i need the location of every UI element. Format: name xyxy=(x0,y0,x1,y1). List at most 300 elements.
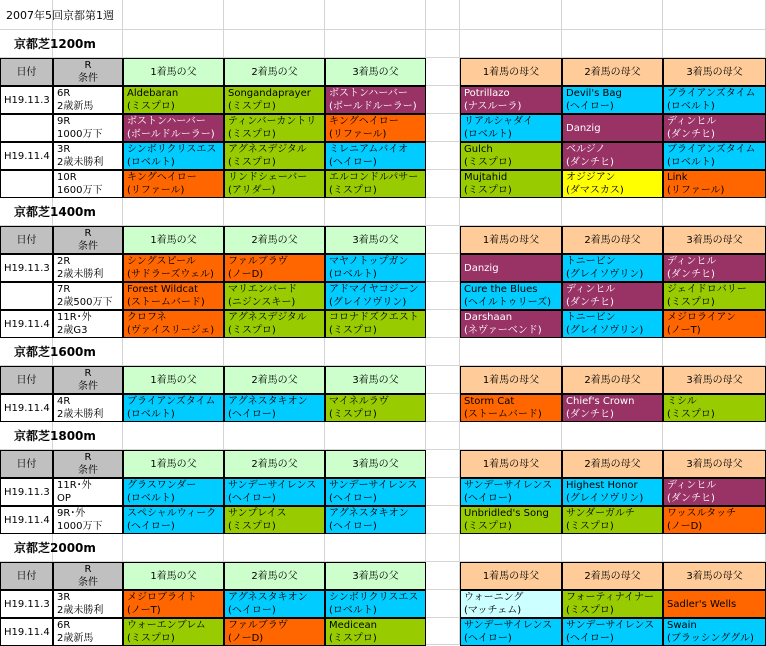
sire-line: (ロベルト) xyxy=(127,493,175,504)
sire-line: (ロベルト) xyxy=(127,157,175,168)
header-sire-2 xyxy=(224,366,325,394)
dam-sire-cell-2 xyxy=(562,618,663,646)
header-race-label: R xyxy=(84,452,92,463)
race-condition-text: 2歳新馬 xyxy=(57,633,94,644)
dam-sire-cell-1 xyxy=(460,478,562,506)
dam-sire-cell-3 xyxy=(663,618,766,646)
header-sire-3 xyxy=(325,450,426,478)
dam-sire-line: (ミスプロ) xyxy=(667,297,715,308)
sire-cell-1 xyxy=(123,310,224,338)
dam-sire-line: (ダンチヒ) xyxy=(566,409,614,420)
sire-line: (ミスプロ) xyxy=(228,157,276,168)
grid-cell[interactable] xyxy=(224,534,325,562)
race-number xyxy=(53,282,123,310)
race-condition-text: 1000万下 xyxy=(57,129,103,140)
race-number xyxy=(53,86,123,114)
dam-sire-name: Highest Honor xyxy=(566,480,638,491)
dam-sire-line: (ノーD) xyxy=(667,521,703,532)
grid-cell[interactable] xyxy=(426,282,460,310)
sire-line: (ミスプロ) xyxy=(127,633,175,644)
sire-line: (ニジンスキー) xyxy=(228,297,296,308)
dam-sire-cell-1 xyxy=(460,254,562,282)
sire-cell-2 xyxy=(224,310,325,338)
header-sire-label: 1着馬の父 xyxy=(150,66,197,78)
dam-sire-name: フォーティナイナー xyxy=(566,592,654,603)
sire-cell-2 xyxy=(224,254,325,282)
sire-name: シンボリクリスエス xyxy=(329,592,419,603)
grid-cell[interactable] xyxy=(325,338,426,366)
grid-cell[interactable] xyxy=(426,534,460,562)
sire-line: (ヴァイスリージェ) xyxy=(127,325,215,336)
dam-sire-cell-2 xyxy=(562,310,663,338)
dam-sire-cell-3 xyxy=(663,394,766,422)
header-race xyxy=(53,450,123,478)
race-condition-text: 1600万下 xyxy=(57,185,103,196)
grid-cell[interactable] xyxy=(426,618,460,645)
grid-cell[interactable] xyxy=(562,422,663,450)
sire-cell-2 xyxy=(224,618,325,646)
dam-sire-cell-2 xyxy=(562,282,663,310)
sire-line: (ミスプロ) xyxy=(329,409,377,420)
sire-line: (ノーD) xyxy=(228,633,264,644)
header-condition-label: 条件 xyxy=(78,241,98,252)
header-sire-label: 1着馬の父 xyxy=(150,570,197,582)
dam-sire-line: (ダンチヒ) xyxy=(667,269,715,280)
sire-name: アグネスデジタル xyxy=(228,144,307,155)
dam-sire-name: ワッスルタッチ xyxy=(667,508,737,519)
sire-name: グラスワンダー xyxy=(127,480,197,491)
sire-line: (ボールドルーラー) xyxy=(329,101,417,112)
sire-cell-1 xyxy=(123,506,224,534)
sire-cell-3 xyxy=(325,506,426,534)
header-race xyxy=(53,366,123,394)
race-condition-text: 2歳未勝利 xyxy=(57,605,104,616)
sire-cell-2 xyxy=(224,282,325,310)
sire-cell-2 xyxy=(224,170,325,198)
race-date xyxy=(0,282,53,310)
grid-cell[interactable] xyxy=(426,198,460,226)
dam-sire-name: Link xyxy=(667,172,688,183)
race-date-text: H19.11.3 xyxy=(4,262,50,274)
section-title-text: 京都芝1800m xyxy=(14,428,96,443)
race-date xyxy=(0,478,53,506)
header-race-label: R xyxy=(84,60,92,71)
dam-sire-line: (グレイソヴリン) xyxy=(566,325,644,336)
sire-name: Medicean xyxy=(329,620,378,631)
sire-cell-2 xyxy=(224,394,325,422)
dam-sire-line: (ヘイロー) xyxy=(566,633,614,644)
header-date xyxy=(0,562,53,590)
dam-sire-line: (ヘイロー) xyxy=(464,493,512,504)
dam-sire-line: (ヘイルトゥリーズ) xyxy=(464,297,552,308)
header-sire-label: 3着馬の父 xyxy=(352,66,399,78)
grid-cell[interactable] xyxy=(426,394,460,422)
grid-cell[interactable] xyxy=(426,226,460,254)
grid-cell[interactable] xyxy=(663,198,766,226)
dam-sire-name: ディンヒル xyxy=(667,480,717,491)
header-dam-sire-label: 1着馬の母父 xyxy=(482,458,540,470)
header-sire-label: 2着馬の父 xyxy=(251,374,298,386)
dam-sire-name: Danzig xyxy=(464,262,499,274)
sire-line: (ミスプロ) xyxy=(228,129,276,140)
sire-cell-2 xyxy=(224,114,325,142)
header-sire-3 xyxy=(325,366,426,394)
sire-name: アグネスタキオン xyxy=(329,508,409,519)
race-number-text: 7R xyxy=(57,284,71,295)
dam-sire-cell-3 xyxy=(663,142,766,170)
dam-sire-name: ディンヒル xyxy=(667,256,717,267)
grid-cell[interactable] xyxy=(224,30,325,58)
sire-line: (ストームバード) xyxy=(127,297,205,308)
dam-sire-line: (ダンチヒ) xyxy=(667,493,715,504)
sire-cell-3 xyxy=(325,618,426,646)
header-sire-2 xyxy=(224,226,325,254)
header-dam-sire-label: 2着馬の母父 xyxy=(584,570,641,582)
sire-cell-1 xyxy=(123,254,224,282)
dam-sire-cell-1 xyxy=(460,86,562,114)
dam-sire-name: ジェイドロバリー xyxy=(667,284,747,295)
header-sire-3 xyxy=(325,226,426,254)
dam-sire-cell-2 xyxy=(562,254,663,282)
grid-cell[interactable] xyxy=(426,310,460,338)
dam-sire-line: (ダンチヒ) xyxy=(566,157,614,168)
page-title xyxy=(0,0,224,30)
sire-cell-3 xyxy=(325,142,426,170)
sire-line: (リファール) xyxy=(127,185,185,196)
race-number-text: 4R xyxy=(57,396,71,407)
dam-sire-name: ブライアンズタイム xyxy=(667,144,756,155)
section-title xyxy=(0,534,224,562)
grid-cell[interactable] xyxy=(460,338,562,366)
grid-cell[interactable] xyxy=(426,506,460,534)
grid-cell[interactable] xyxy=(224,198,325,226)
header-race xyxy=(53,562,123,590)
race-number xyxy=(53,590,123,618)
section-title xyxy=(0,30,224,58)
sire-line: (ミスプロ) xyxy=(228,521,276,532)
sire-name: エルコンドルパサー xyxy=(329,172,419,183)
dam-sire-cell-1 xyxy=(460,310,562,338)
grid-cell[interactable] xyxy=(460,30,562,58)
race-number-text: 6R xyxy=(57,620,71,631)
header-dam-sire-2 xyxy=(562,226,663,254)
header-dam-sire-label: 2着馬の母父 xyxy=(584,66,641,78)
dam-sire-cell-3 xyxy=(663,310,766,338)
race-number xyxy=(53,170,123,198)
dam-sire-cell-1 xyxy=(460,142,562,170)
header-dam-sire-1 xyxy=(460,58,562,86)
dam-sire-cell-3 xyxy=(663,170,766,198)
header-dam-sire-2 xyxy=(562,450,663,478)
dam-sire-line: (ミスプロ) xyxy=(464,185,512,196)
header-dam-sire-3 xyxy=(663,366,766,394)
header-race xyxy=(53,58,123,86)
dam-sire-cell-2 xyxy=(562,478,663,506)
sire-cell-3 xyxy=(325,310,426,338)
sire-cell-2 xyxy=(224,142,325,170)
dam-sire-line: (ナスルーラ) xyxy=(464,101,522,112)
race-date-text: H19.11.3 xyxy=(4,94,50,106)
header-condition-label: 条件 xyxy=(78,465,98,476)
sire-name: ミレニアムバイオ xyxy=(329,144,408,155)
grid-cell[interactable] xyxy=(460,198,562,226)
grid-cell[interactable] xyxy=(426,478,460,506)
race-date xyxy=(0,618,53,646)
sire-line: (ノーT) xyxy=(127,605,161,616)
sire-cell-1 xyxy=(123,394,224,422)
header-dam-sire-label: 3着馬の母父 xyxy=(686,458,743,470)
dam-sire-name: サンデーサイレンス xyxy=(464,480,553,491)
dam-sire-name: サンダーガルチ xyxy=(566,508,635,519)
header-dam-sire-1 xyxy=(460,450,562,478)
grid-cell[interactable] xyxy=(426,142,460,170)
grid-cell[interactable] xyxy=(325,30,426,58)
sire-name: クロフネ xyxy=(127,312,167,323)
grid-cell[interactable] xyxy=(663,30,766,58)
dam-sire-line: (ダンチヒ) xyxy=(667,129,715,140)
header-dam-sire-label: 1着馬の母父 xyxy=(482,66,540,78)
race-date xyxy=(0,590,53,618)
sire-name: ファルブラヴ xyxy=(228,256,288,267)
header-dam-sire-label: 3着馬の母父 xyxy=(686,66,743,78)
grid-cell[interactable] xyxy=(562,30,663,58)
grid-cell[interactable] xyxy=(460,422,562,450)
header-date-label: 日付 xyxy=(16,66,37,78)
sire-name: サンプレイス xyxy=(228,508,287,519)
race-number-text: 3R xyxy=(57,592,71,603)
grid-cell[interactable] xyxy=(562,534,663,562)
grid-cell[interactable] xyxy=(426,30,460,58)
sire-cell-1 xyxy=(123,86,224,114)
header-date xyxy=(0,366,53,394)
sire-cell-3 xyxy=(325,478,426,506)
grid-cell[interactable] xyxy=(426,114,460,142)
sire-line: (ヘイロー) xyxy=(329,493,377,504)
sire-name: マヤノトップガン xyxy=(329,256,409,267)
race-date-text: H19.11.3 xyxy=(4,486,50,498)
grid-cell[interactable] xyxy=(224,422,325,450)
grid-cell[interactable] xyxy=(562,0,663,30)
dam-sire-line: (ロベルト) xyxy=(667,157,715,168)
grid-cell[interactable] xyxy=(224,338,325,366)
dam-sire-cell-3 xyxy=(663,114,766,142)
dam-sire-line: (リファール) xyxy=(667,185,725,196)
race-number xyxy=(53,618,123,646)
dam-sire-name: Devil's Bag xyxy=(566,88,622,99)
sire-line: (アリダー) xyxy=(228,185,276,196)
dam-sire-line: (ブラッシンググル) xyxy=(667,633,754,644)
grid-cell[interactable] xyxy=(460,534,562,562)
sire-name: キングヘイロー xyxy=(329,116,399,127)
race-date xyxy=(0,310,53,338)
section-title xyxy=(0,422,224,450)
sire-line: (ミスプロ) xyxy=(329,185,377,196)
header-sire-1 xyxy=(123,562,224,590)
sire-cell-3 xyxy=(325,282,426,310)
header-dam-sire-label: 3着馬の母父 xyxy=(686,374,743,386)
grid-cell[interactable] xyxy=(426,366,460,394)
race-date xyxy=(0,86,53,114)
header-race-label: R xyxy=(84,564,92,575)
dam-sire-line: (ヘイロー) xyxy=(464,633,512,644)
header-race-label: R xyxy=(84,368,92,379)
header-dam-sire-label: 1着馬の母父 xyxy=(482,234,540,246)
sire-name: Aldebaran xyxy=(127,88,179,99)
race-condition-text: OP xyxy=(57,493,71,504)
grid-cell[interactable] xyxy=(426,590,460,618)
dam-sire-line: (ロベルト) xyxy=(464,129,512,140)
dam-sire-name: Cure the Blues xyxy=(464,284,538,295)
race-condition-text: 1000万下 xyxy=(57,521,103,532)
grid-cell[interactable] xyxy=(663,338,766,366)
header-dam-sire-label: 2着馬の母父 xyxy=(584,458,641,470)
dam-sire-line: (ミスプロ) xyxy=(566,521,614,532)
header-dam-sire-2 xyxy=(562,58,663,86)
grid-cell[interactable] xyxy=(426,58,460,86)
header-sire-1 xyxy=(123,226,224,254)
grid-cell[interactable] xyxy=(426,562,460,590)
header-sire-label: 2着馬の父 xyxy=(251,458,298,470)
race-date xyxy=(0,394,53,422)
section-title-text: 京都芝1600m xyxy=(14,344,96,359)
dam-sire-cell-3 xyxy=(663,86,766,114)
section-title xyxy=(0,338,224,366)
sire-line: (リファール) xyxy=(329,129,387,140)
race-condition-text: 2歳G3 xyxy=(57,325,88,336)
dam-sire-cell-1 xyxy=(460,114,562,142)
dam-sire-name: ベルジノ xyxy=(566,144,606,155)
grid-cell[interactable] xyxy=(663,422,766,450)
sire-cell-2 xyxy=(224,590,325,618)
dam-sire-line: (ミスプロ) xyxy=(464,521,512,532)
grid-cell[interactable] xyxy=(460,0,562,30)
dam-sire-line: (ミスプロ) xyxy=(667,409,715,420)
sire-name: アグネスデジタル xyxy=(228,312,307,323)
dam-sire-cell-2 xyxy=(562,170,663,198)
race-date xyxy=(0,506,53,534)
dam-sire-name: Potrillazo xyxy=(464,88,510,99)
sire-name: コロナドズクエスト xyxy=(329,312,419,323)
header-sire-label: 3着馬の父 xyxy=(352,458,399,470)
dam-sire-cell-1 xyxy=(460,506,562,534)
grid-cell[interactable] xyxy=(426,450,460,478)
header-date-label: 日付 xyxy=(16,234,37,246)
dam-sire-name: メジロライアン xyxy=(667,312,736,323)
header-sire-label: 3着馬の父 xyxy=(352,234,399,246)
dam-sire-name: Darshaan xyxy=(464,312,513,323)
header-date-label: 日付 xyxy=(16,570,37,582)
dam-sire-name: サンデーサイレンス xyxy=(464,620,553,631)
dam-sire-cell-1 xyxy=(460,282,562,310)
sire-name: アドマイヤコジーン xyxy=(329,284,419,295)
header-dam-sire-1 xyxy=(460,226,562,254)
header-sire-1 xyxy=(123,366,224,394)
grid-cell[interactable] xyxy=(562,198,663,226)
dam-sire-name: Mujtahid xyxy=(464,172,508,183)
header-dam-sire-3 xyxy=(663,58,766,86)
race-date-text: H19.11.4 xyxy=(4,318,50,330)
race-condition-text: 2歳未勝利 xyxy=(57,409,104,420)
grid-cell[interactable] xyxy=(325,422,426,450)
header-sire-2 xyxy=(224,58,325,86)
race-date-text: H19.11.4 xyxy=(4,150,50,162)
grid-cell[interactable] xyxy=(325,0,426,30)
dam-sire-cell-2 xyxy=(562,506,663,534)
race-date xyxy=(0,170,53,198)
grid-cell[interactable] xyxy=(426,338,460,366)
grid-cell[interactable] xyxy=(426,254,460,282)
section-title-text: 京都芝1400m xyxy=(14,204,96,219)
grid-cell[interactable] xyxy=(562,338,663,366)
sire-name: Forest Wildcat xyxy=(127,284,198,295)
dam-sire-cell-3 xyxy=(663,254,766,282)
sire-cell-3 xyxy=(325,86,426,114)
dam-sire-name: ブライアンズタイム xyxy=(667,88,756,99)
dam-sire-cell-3 xyxy=(663,478,766,506)
sire-name: ブライアンズタイム xyxy=(127,396,216,407)
sire-line: (グレイソヴリン) xyxy=(329,297,407,308)
header-dam-sire-3 xyxy=(663,226,766,254)
sire-cell-1 xyxy=(123,618,224,646)
grid-cell[interactable] xyxy=(325,534,426,562)
sire-line: (ミスプロ) xyxy=(127,101,175,112)
sire-cell-2 xyxy=(224,86,325,114)
sire-name: シングスピール xyxy=(127,256,196,267)
dam-sire-name: サンデーサイレンス xyxy=(566,620,655,631)
dam-sire-line: (ミスプロ) xyxy=(464,157,512,168)
race-number xyxy=(53,394,123,422)
grid-cell[interactable] xyxy=(426,0,460,30)
dam-sire-name: Storm Cat xyxy=(464,396,515,407)
dam-sire-cell-1 xyxy=(460,170,562,198)
header-condition-label: 条件 xyxy=(78,577,98,588)
header-sire-2 xyxy=(224,562,325,590)
sire-name: キングヘイロー xyxy=(127,172,197,183)
header-dam-sire-label: 3着馬の母父 xyxy=(686,570,743,582)
dam-sire-line: (ミスプロ) xyxy=(566,605,614,616)
grid-cell[interactable] xyxy=(426,86,460,114)
race-number xyxy=(53,142,123,170)
sire-name: スペシャルウィーク xyxy=(127,508,217,519)
sire-cell-1 xyxy=(123,478,224,506)
sire-line: (ロベルト) xyxy=(329,605,377,616)
sire-name: ボストンハーバー xyxy=(329,88,408,99)
sire-name: マイネルラヴ xyxy=(329,396,389,407)
sire-cell-1 xyxy=(123,590,224,618)
grid-cell[interactable] xyxy=(663,0,766,30)
sire-line: (ヘイロー) xyxy=(228,605,276,616)
sire-line: (ヘイロー) xyxy=(127,521,175,532)
sire-name: アグネスタキオン xyxy=(228,592,308,603)
race-date-text: H19.11.4 xyxy=(4,626,50,638)
sire-name: メジロブライト xyxy=(127,592,197,603)
sire-cell-3 xyxy=(325,590,426,618)
section-title-text: 京都芝2000m xyxy=(14,540,96,555)
page-title-text: 2007年5回京都第1週 xyxy=(6,8,114,22)
race-number xyxy=(53,254,123,282)
grid-cell[interactable] xyxy=(426,422,460,450)
header-race xyxy=(53,226,123,254)
sire-name: ファルブラヴ xyxy=(228,620,288,631)
grid-cell[interactable] xyxy=(426,170,460,198)
dam-sire-line: (ロベルト) xyxy=(667,101,715,112)
grid-cell[interactable] xyxy=(663,534,766,562)
grid-cell[interactable] xyxy=(224,0,325,30)
sire-line: (ボールドルーラー) xyxy=(127,129,215,140)
header-dam-sire-2 xyxy=(562,366,663,394)
race-date-text: H19.11.4 xyxy=(4,514,50,526)
grid-cell[interactable] xyxy=(325,198,426,226)
